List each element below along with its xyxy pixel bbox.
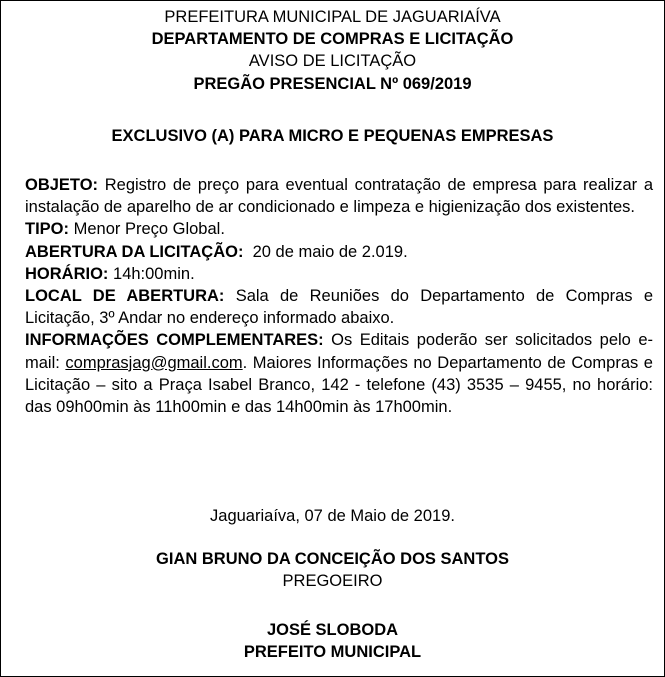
local-text: Sala de Reuniões do Departamento de Compras e Licitação, 3º Andar no endereço informado abaixo. [25,287,653,328]
local-label: LOCAL DE ABERTURA: [25,287,225,306]
info-label: INFORMAÇÕES COMPLEMENTARES: [25,331,324,350]
info-paragraph [25,329,653,418]
abertura-label: ABERTURA DA LICITAÇÃO: [25,242,244,261]
abertura-text: 20 de maio de 2.019. [252,242,408,261]
signature-pregoeiro [1,548,664,592]
signature-name: GIAN BRUNO DA CONCEIÇÃO DOS SANTOS [156,550,509,568]
signature-name: JOSÉ SLOBODA [266,621,399,639]
tipo-text: Menor Preço Global. [73,220,225,239]
horario-text: 14h:00min. [113,264,195,283]
info-text-before: Os Editais poderão ser solicitados pelo e-mail: [25,331,653,372]
signature-role: PREFEITO MUNICIPAL [243,643,422,662]
header-departamento: DEPARTAMENTO DE COMPRAS E LICITAÇÃO [151,30,514,49]
objeto-paragraph [25,174,653,218]
horario-label: HORÁRIO: [25,264,109,283]
local-paragraph [25,285,653,329]
closing-date: Jaguariaíva, 07 de Maio de 2019. [210,507,455,525]
email-link[interactable]: comprasjag@gmail.com [65,353,243,372]
header-prefeitura: PREFEITURA MUNICIPAL DE JAGUARIAÍVA [164,8,501,26]
horario-paragraph [25,263,653,285]
tipo-label: TIPO: [25,220,69,239]
objeto-label: OBJETO: [25,176,99,194]
signature-prefeito [1,619,664,663]
notice-body [25,174,653,418]
header-pregao: PREGÃO PRESENCIAL Nº 069/2019 [193,74,472,93]
notice-header [1,6,664,95]
header-aviso: AVISO DE LICITAÇÃO [248,52,417,71]
tipo-paragraph [25,218,653,240]
signature-role: PREGOEIRO [282,572,383,591]
info-text-after: . Maiores Informações no Departamento de Compras e Licitação – sito a Praça Isabel Branco, 142 - telefone (43) 3535 – 9455, no horário: das 09h00min às 11h00min e das 14h00min às 17h00min. [25,353,653,417]
objeto-text: Registro de preço para eventual contratação de empresa para realizar a instalação de aparelho de ar condicionado e limpeza e higienização dos existentes. [25,176,654,217]
abertura-paragraph [25,241,653,263]
exclusivo-heading: EXCLUSIVO (A) PARA MICRO E PEQUENAS EMPRESAS [111,127,554,145]
